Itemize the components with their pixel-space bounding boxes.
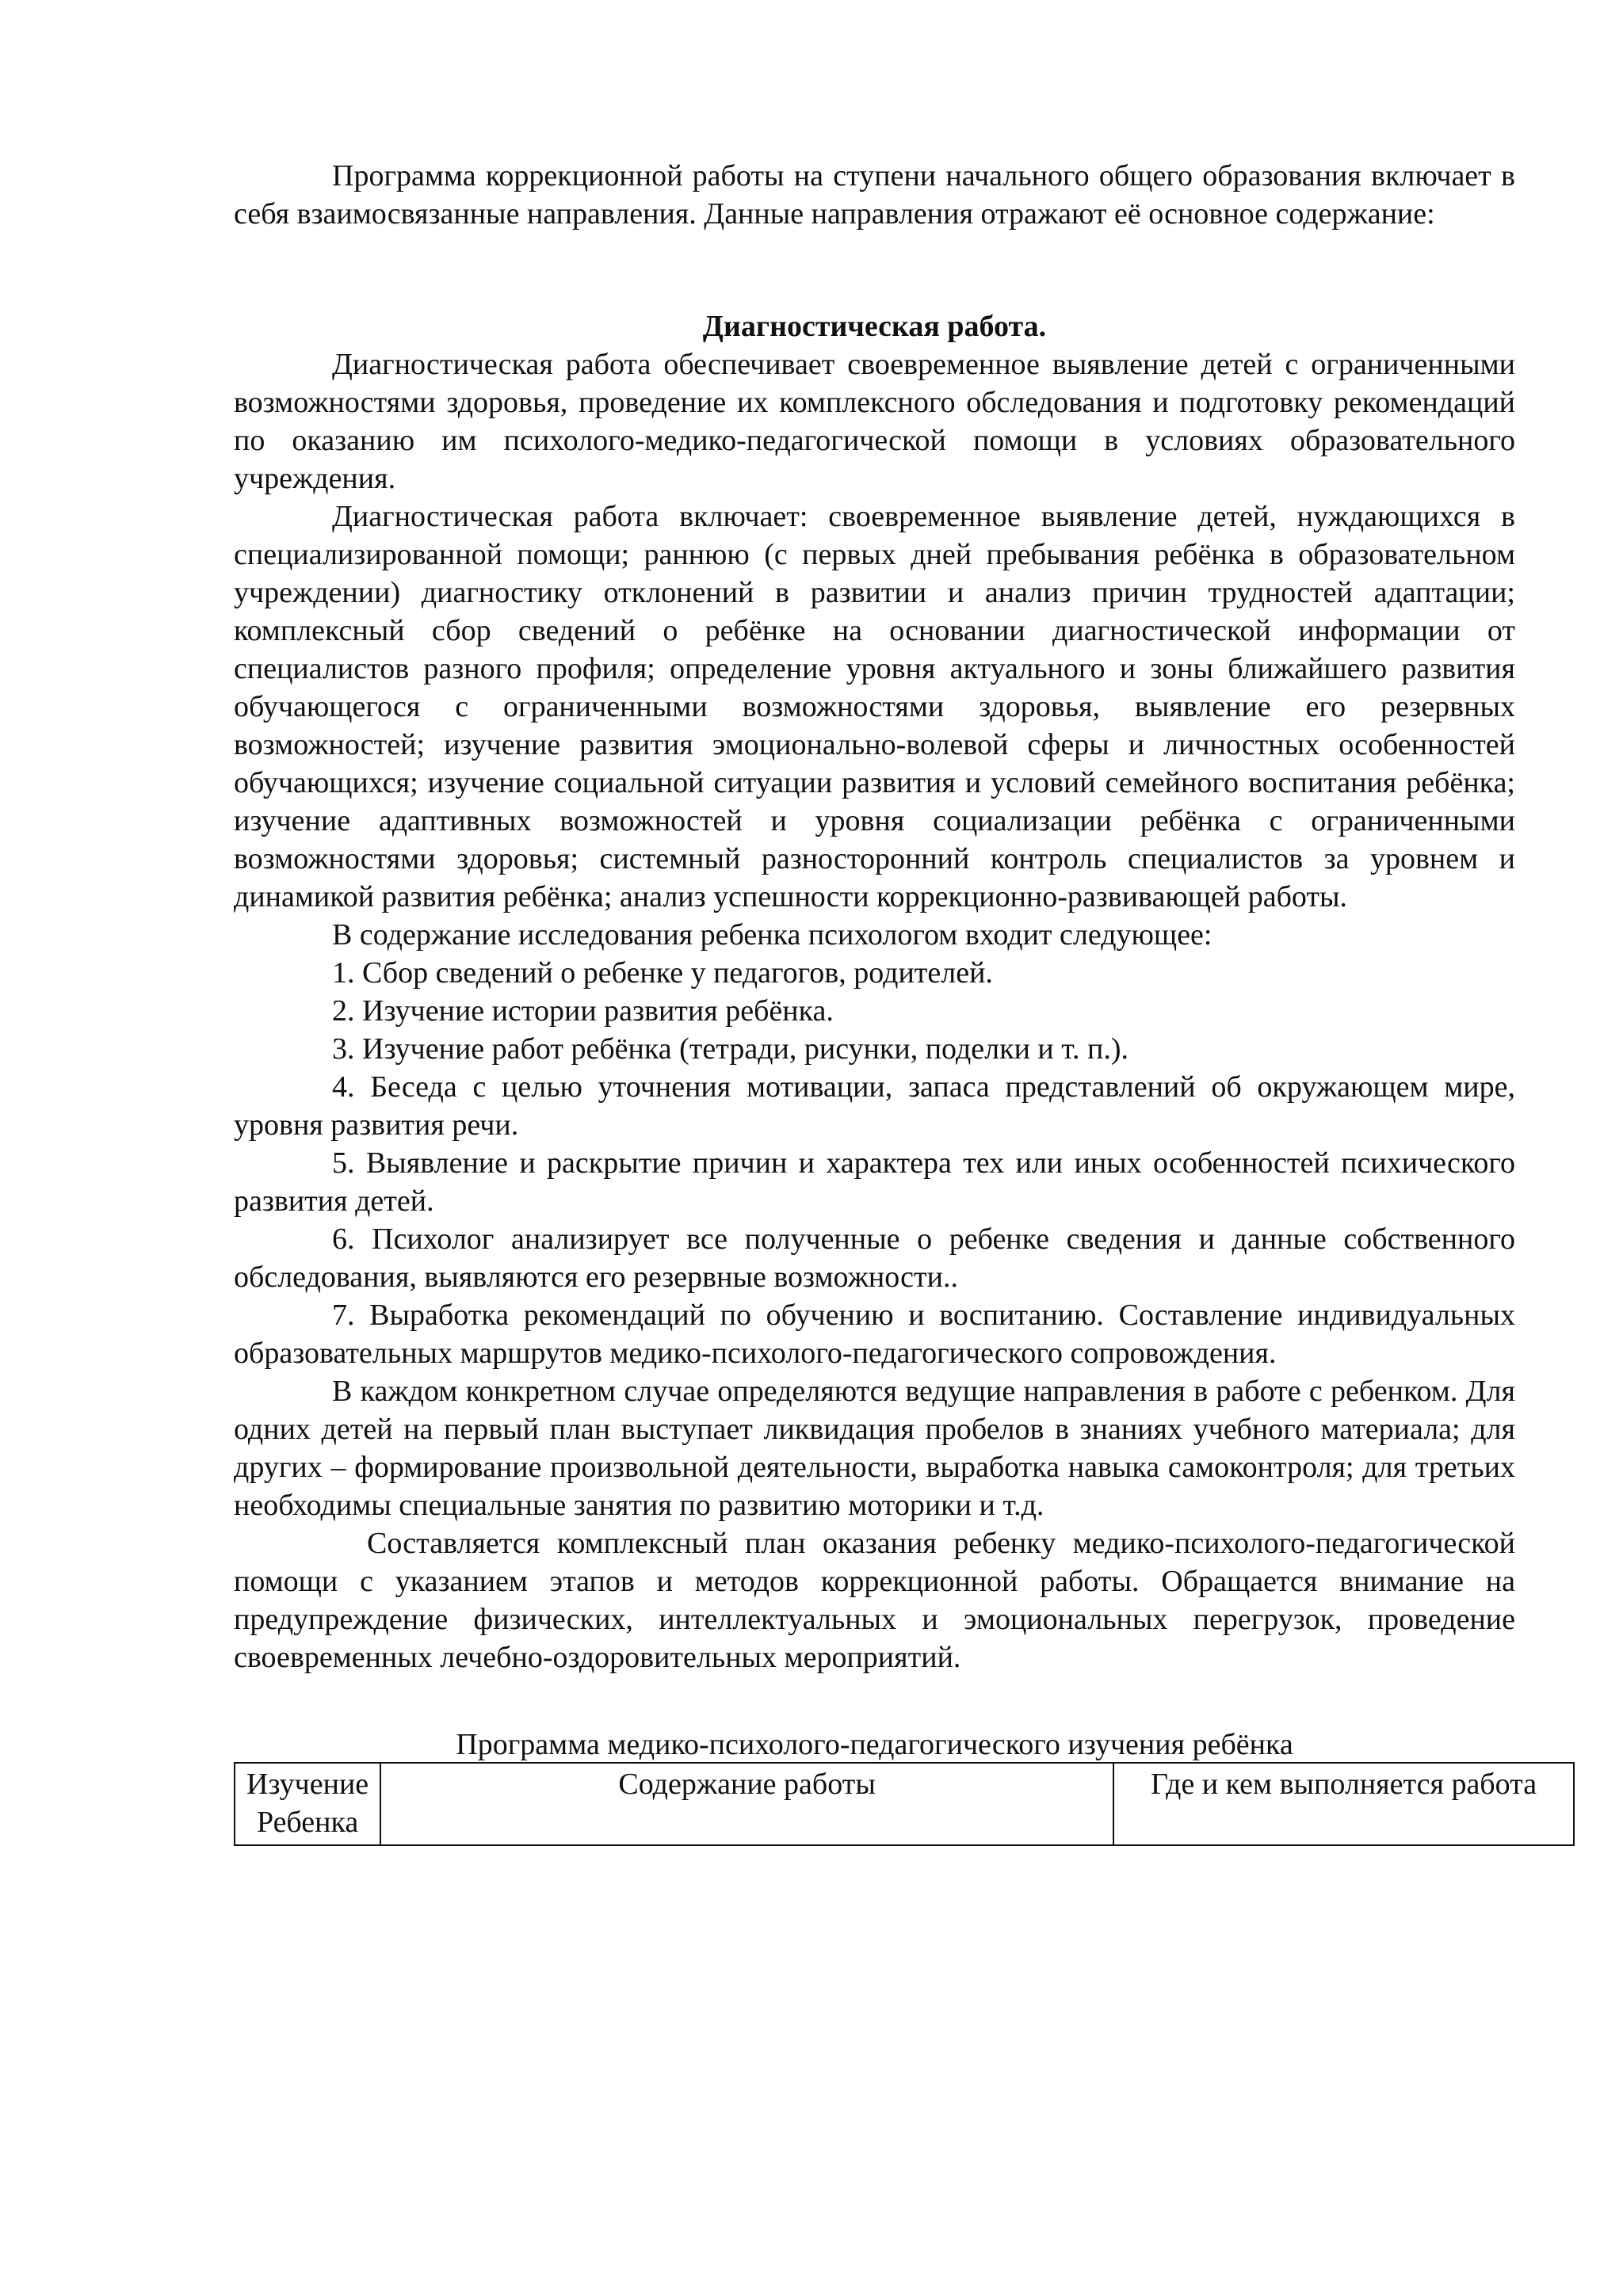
paragraph-complex-plan: Составляется комплексный план оказания ребенку медико-психолого-педагогической помощи с указанием этапов и методов коррекционной работы. Обращается внимание на предупреждение физических, интеллектуальных и эмоциональных перегрузок, проведение своевременных лечебно-оздоровительных мероприятий. bbox=[234, 1527, 1515, 1674]
table-caption: Программа медико-психолого-педагогического изучения ребёнка bbox=[456, 1728, 1293, 1761]
list-item: 3. Изучение работ ребёнка (тетради, рисунки, поделки и т. п.). bbox=[332, 1032, 1128, 1066]
table-header-where-who: Где и кем выполняется работа bbox=[1113, 1763, 1574, 1845]
table-header-row bbox=[235, 1763, 1574, 1845]
study-program-table bbox=[234, 1762, 1575, 1846]
list-item: 1. Сбор сведений о ребенке у педагогов, родителей. bbox=[332, 956, 993, 990]
paragraph-diagnostic-purpose: Диагностическая работа обеспечивает своевременное выявление детей с ограниченными возможностями здоровья, проведение их комплексного обследования и подготовку рекомендаций по оказанию им психолого-медико-педагогической помощи в условиях образовательного учреждения. bbox=[234, 348, 1515, 495]
list-item: 6. Психолог анализирует все полученные о ребенке сведения и данные собственного обследования, выявляются его резервные возможности.. bbox=[234, 1222, 1515, 1294]
list-item: 2. Изучение истории развития ребёнка. bbox=[332, 994, 834, 1028]
table-header-content: Содержание работы bbox=[380, 1763, 1113, 1845]
list-item: 7. Выработка рекомендаций по обучению и воспитанию. Составление индивидуальных образовательных маршрутов медико-психолого-педагогического сопровождения. bbox=[234, 1299, 1515, 1370]
document-page bbox=[234, 157, 1537, 1846]
paragraph-leading-directions: В каждом конкретном случае определяются ведущие направления в работе с ребенком. Для одних детей на первый план выступает ликвидация пробелов в знаниях учебного материала; для других – формирование произвольной деятельности, выработка навыка самоконтроля; для третьих необходимы специальные занятия по развитию моторики и т.д. bbox=[234, 1375, 1515, 1522]
list-item: 4. Беседа с целью уточнения мотивации, запаса представлений об окружающем мире, уровня развития речи. bbox=[234, 1070, 1515, 1142]
list-item: 5. Выявление и раскрытие причин и характера тех или иных особенностей психического развития детей. bbox=[234, 1146, 1515, 1218]
table-header-study: Изучение Ребенка bbox=[235, 1763, 380, 1845]
intro-paragraph: Программа коррекционной работы на ступени начального общего образования включает в себя взаимосвязанные направления. Данные направления отражают её основное содержание: bbox=[234, 159, 1515, 231]
section-heading: Диагностическая работа. bbox=[702, 310, 1047, 343]
paragraph-research-content: В содержание исследования ребенка психологом входит следующее: bbox=[332, 918, 1212, 952]
paragraph-diagnostic-includes: Диагностическая работа включает: своевременное выявление детей, нуждающихся в специализированной помощи; раннюю (с первых дней пребывания ребёнка в образовательном учреждении) диагностику отклонений в развитии и анализ причин трудностей адаптации; комплексный сбор сведений о ребёнке на основании диагностической информации от специалистов разного профиля; определение уровня актуального и зоны ближайшего развития обучающегося с ограниченными возможностями здоровья, выявление его резервных возможностей; изучение развития эмоционально-волевой сферы и личностных особенностей обучающихся; изучение социальной ситуации развития и условий семейного воспитания ребёнка; изучение адаптивных возможностей и уровня социализации ребёнка с ограниченными возможностями здоровья; системный разносторонний контроль специалистов за уровнем и динамикой развития ребёнка; анализ успешности коррекционно-развивающей работы. bbox=[234, 500, 1515, 913]
